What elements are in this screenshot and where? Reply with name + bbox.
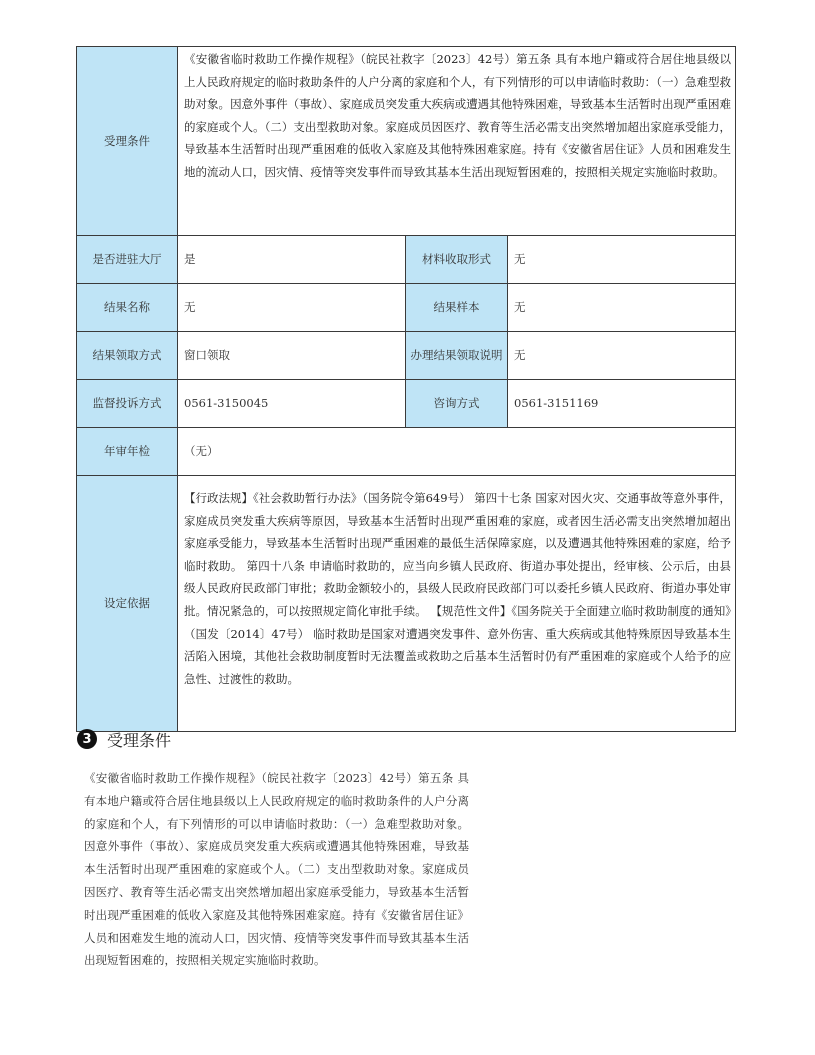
row-acceptance <box>77 47 736 236</box>
label-result-sample: 结果样本 <box>406 284 508 332</box>
label-result-name: 结果名称 <box>77 284 178 332</box>
value-result-sample: 无 <box>508 284 736 332</box>
section-title: 受理条件 <box>107 730 172 750</box>
row-result-pickup <box>77 332 736 380</box>
label-material-form: 材料收取形式 <box>406 236 508 284</box>
section-heading <box>77 727 171 751</box>
value-material-form: 无 <box>508 236 736 284</box>
value-consult-phone: 0561-3151169 <box>508 380 736 428</box>
value-result-pickup: 窗口领取 <box>178 332 406 380</box>
service-info-table <box>76 46 736 732</box>
label-consult: 咨询方式 <box>406 380 508 428</box>
label-hall: 是否进驻大厅 <box>77 236 178 284</box>
value-result-name: 无 <box>178 284 406 332</box>
row-hall <box>77 236 736 284</box>
label-acceptance: 受理条件 <box>77 47 178 236</box>
label-basis: 设定依据 <box>77 476 178 732</box>
value-complaint-phone: 0561-3150045 <box>178 380 406 428</box>
label-annual-review: 年审年检 <box>77 428 178 476</box>
section-body-text: 《安徽省临时救助工作操作规程》（皖民社救字〔2023〕42号）第五条 具有本地户籍或符合居住地县级以上人民政府规定的临时救助条件的人户分离的家庭和个人，有下列情形的可以申请临时救助：（一）急难型救助对象。因意外事件（事故）、家庭成员突发重大疾病或遭遇其他特殊困难，导致基本生活暂时出现严重困难的家庭或个人。（二）支出型救助对象。家庭成员因医疗、教育等生活必需支出突然增加超出家庭承受能力，导致基本生活暂时出现严重困难的低收入家庭及其他特殊困难家庭。持有《安徽省居住证》人员和困难发生地的流动人口，因灾情、疫情等突发事件而导致其基本生活出现短暂困难的，按照相关规定实施临时救助。 <box>84 771 469 968</box>
row-annual-review <box>77 428 736 476</box>
label-result-pickup-note: 办理结果领取说明 <box>406 332 508 380</box>
value-result-pickup-note: 无 <box>508 332 736 380</box>
value-annual-review: （无） <box>178 428 736 476</box>
value-hall: 是 <box>178 236 406 284</box>
row-complaint <box>77 380 736 428</box>
value-acceptance: 《安徽省临时救助工作操作规程》（皖民社救字〔2023〕42号）第五条 具有本地户籍或符合居住地县级以上人民政府规定的临时救助条件的人户分离的家庭和个人，有下列情形的可以申请临时救助：（一）急难型救助对象。因意外事件（事故）、家庭成员突发重大疾病或遭遇其他特殊困难，导致基本生活暂时出现严重困难的家庭或个人。（二）支出型救助对象。家庭成员因医疗、教育等生活必需支出突然增加超出家庭承受能力，导致基本生活暂时出现严重困难的低收入家庭及其他特殊困难家庭。持有《安徽省居住证》人员和困难发生地的流动人口，因灾情、疫情等突发事件而导致其基本生活出现短暂困难的，按照相关规定实施临时救助。 <box>178 47 736 236</box>
row-result-name <box>77 284 736 332</box>
value-basis: 【行政法规】《社会救助暂行办法》（国务院令第649号） 第四十七条 国家对因火灾、交通事故等意外事件，家庭成员突发重大疾病等原因，导致基本生活暂时出现严重困难的家庭，或者因生活必需支出突然增加超出家庭承受能力，导致基本生活暂时出现严重困难的最低生活保障家庭，以及遭遇其他特殊困难的家庭，给予临时救助。 第四十八条 申请临时救助的，应当向乡镇人民政府、街道办事处提出，经审核、公示后，由县级人民政府民政部门审批；救助金额较小的，县级人民政府民政部门可以委托乡镇人民政府、街道办事处审批。情况紧急的，可以按照规定简化审批手续。 【规范性文件】《国务院关于全面建立临时救助制度的通知》（国发〔2014〕47号） 临时救助是国家对遭遇突发事件、意外伤害、重大疾病或其他特殊原因导致基本生活陷入困境，其他社会救助制度暂时无法覆盖或救助之后基本生活暂时仍有严重困难的家庭或个人给予的应急性、过渡性的救助。 <box>178 476 736 732</box>
label-complaint: 监督投诉方式 <box>77 380 178 428</box>
row-basis <box>77 476 736 732</box>
section-number-badge: 3 <box>77 729 97 749</box>
label-result-pickup: 结果领取方式 <box>77 332 178 380</box>
